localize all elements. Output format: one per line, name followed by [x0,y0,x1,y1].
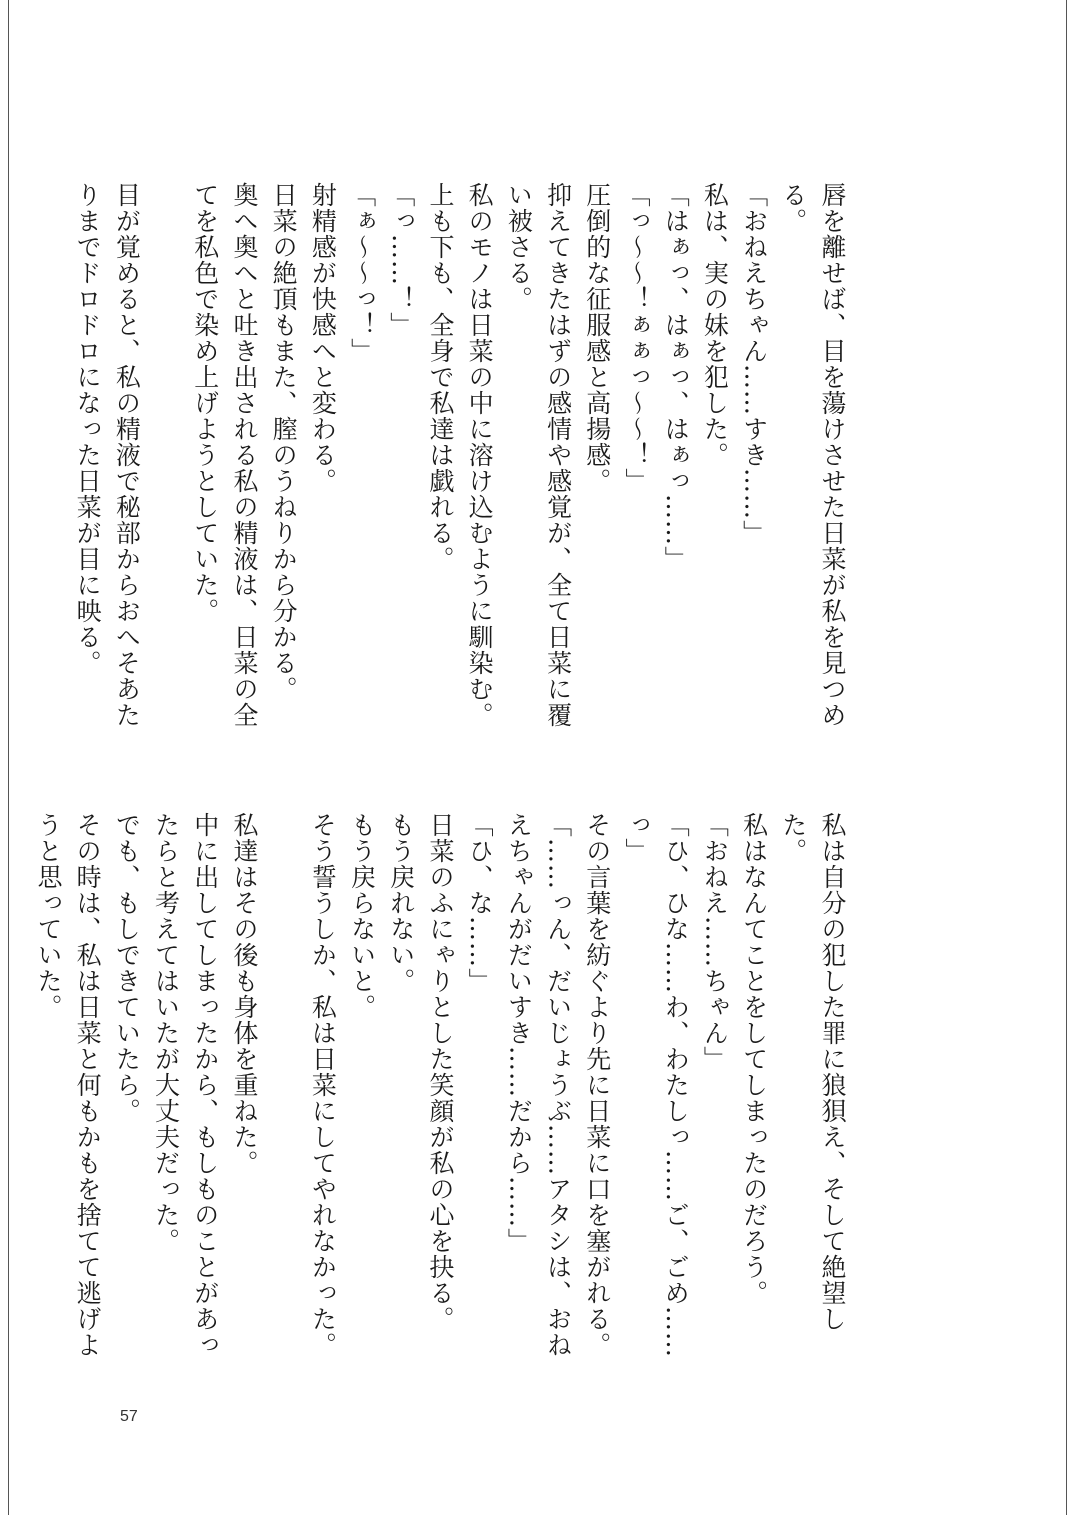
page-edge-right [1066,0,1067,1515]
text-line: 「ひ、ひな……わ、わたしっ……ご、ごめ……っ」 [621,812,691,1358]
text-line: 唇を離せば、目を蕩けさせた日菜が私を見つめる。 [778,182,847,728]
text-line: 圧倒的な征服感と高揚感。 [582,182,612,494]
text-line: 「っ〜〜！ぁぁっ〜〜！」 [621,182,651,494]
text-line: 目が覚めると、私の精液で秘部からおへそあたりまでドロドロになった日菜が目に映る。 [73,182,142,728]
text-block-top [73,182,852,742]
text-line: 「おねえちゃん……すき……」 [739,182,769,546]
text-line: 抑えてきたはずの感情や感覚が、全て日菜に覆い被さる。 [504,182,573,728]
text-line: 私は自分の犯した罪に狼狽え、そして絶望した。 [778,812,847,1332]
text-line: 射精感が快感へと変わる。 [308,182,338,494]
text-line: その時は、私は日菜と何もかもを捨てて逃げようと思っていた。 [33,812,103,1358]
blank-line [264,812,303,1372]
text-line: 私達はその後も身体を重ねた。 [229,812,259,1176]
blank-line [146,182,185,742]
text-line: 中に出してしまったから、もしものことがあったらと考えてはいたが大丈夫だった。 [151,812,220,1358]
text-line: 私のモノは日菜の中に溶け込むように馴染む。 [465,182,495,728]
text-line: もう戻らないと。 [347,812,377,1020]
text-line: 「……っん、だいじょうぶ……アタシは、おねえちゃんがだいすき……だから……」 [504,812,573,1358]
text-line: 「ひ、な……」 [465,812,495,994]
text-line: 日菜の絶頂もまた、膣のうねりから分かる。 [269,182,299,702]
text-block-bottom [33,812,852,1372]
page-edge-left [8,0,9,1515]
text-line: その言葉を紡ぐより先に日菜に口を塞がれる。 [582,812,612,1358]
text-line: 「はぁっ、はぁっ、はぁっ……」 [661,182,691,572]
text-line: もう戻れない。 [386,812,416,994]
text-line: 「ぁ〜〜っ！」 [347,182,377,364]
text-line: 私はなんてことをしてしまったのだろう。 [739,812,769,1306]
text-line: 「っ……！」 [386,182,416,338]
page-number: 57 [120,1408,138,1425]
text-line: 奥へ奥へと吐き出される私の精液は、日菜の全てを私色で染め上げようとしていた。 [190,182,259,728]
text-line: そう誓うしか、私は日菜にしてやれなかった。 [308,812,338,1358]
text-line: 上も下も、全身で私達は戯れる。 [425,182,455,572]
text-line: 私は、実の妹を犯した。 [700,182,730,468]
text-line: 「おねえ……ちゃん」 [700,812,730,1072]
text-line: でも、もしできていたら。 [112,812,142,1124]
text-line: 日菜のふにゃりとした笑顔が私の心を抉る。 [425,812,455,1332]
